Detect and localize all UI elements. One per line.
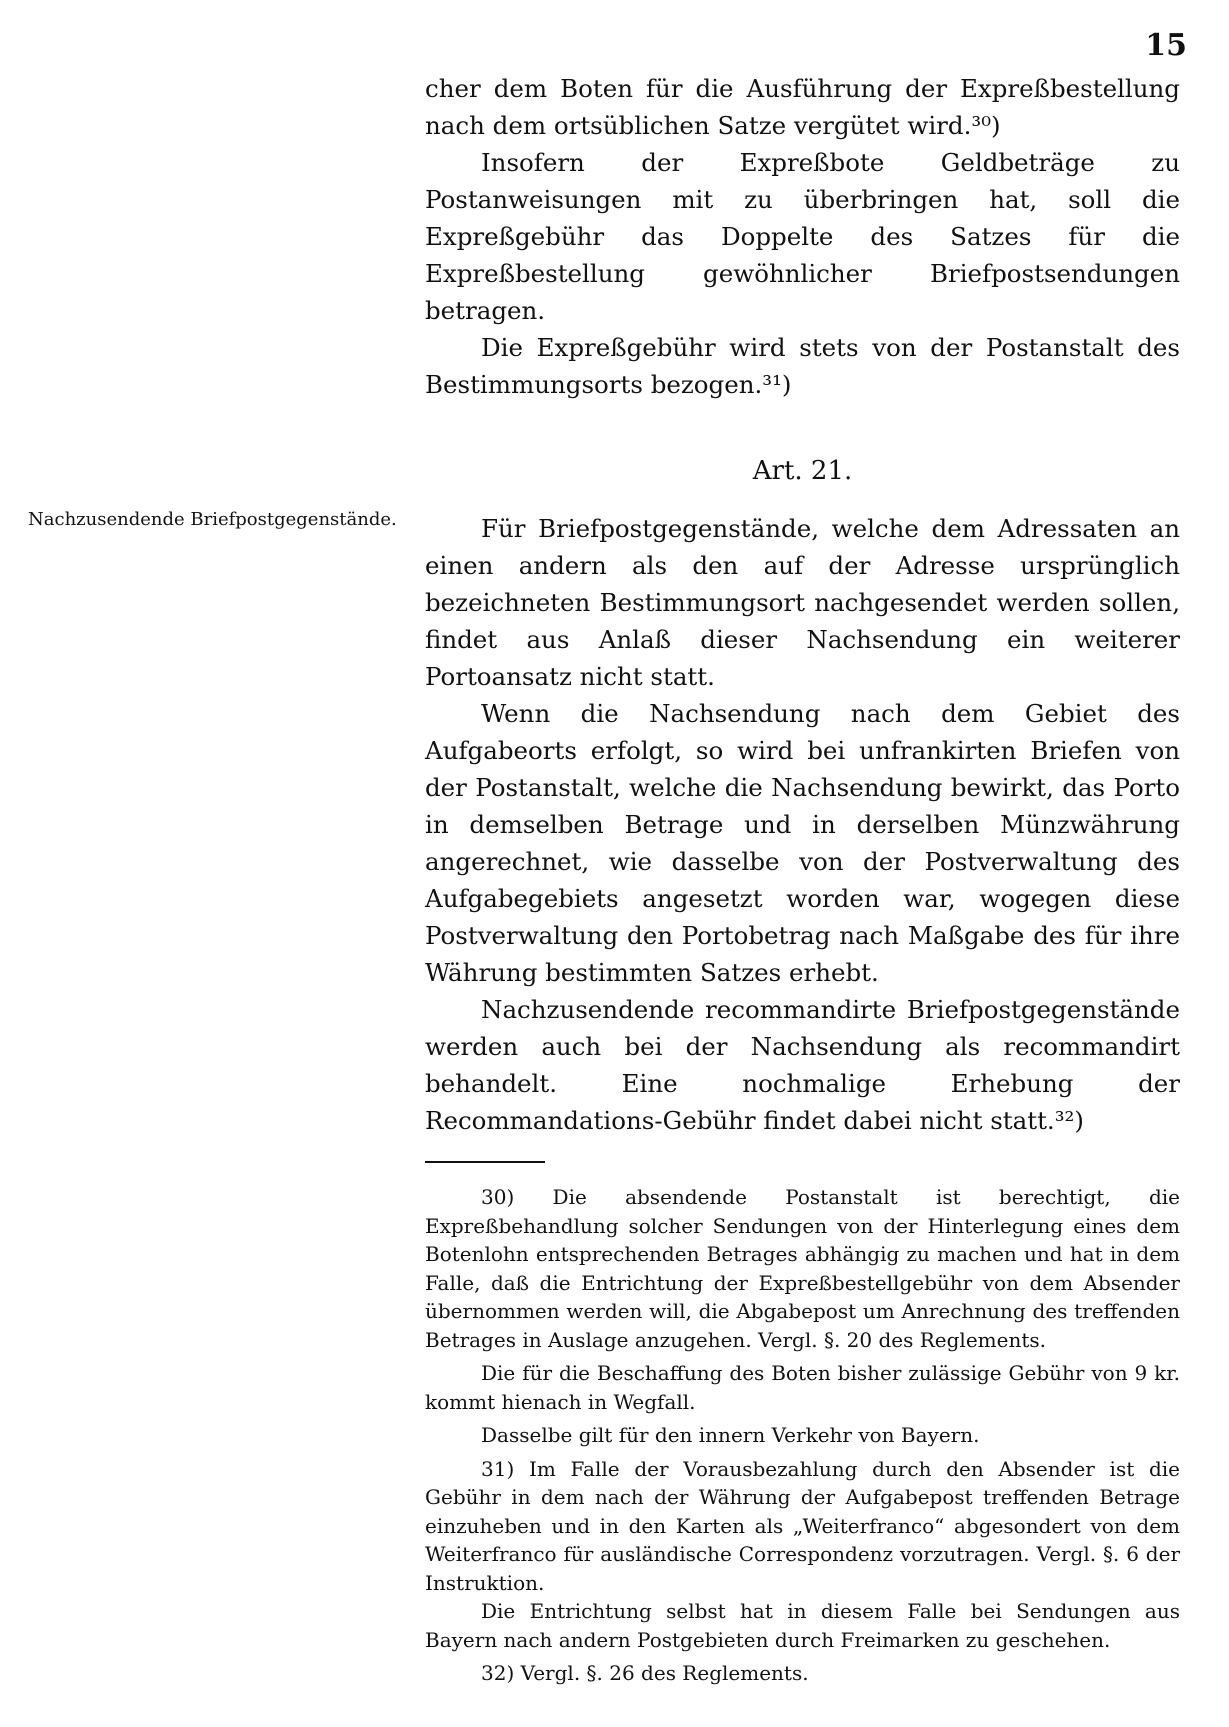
footnote-30-continued: Dasselbe gilt für den innern Verkehr von Bayern. xyxy=(481,1423,980,1447)
article-heading: Art. 21. xyxy=(752,456,853,486)
paragraph: Nachzusendende recommandirte Briefpostgegenstände werden auch bei der Nachsendung als recommandirt behandelt. Eine nochmalige Erhebung der Recommandations-Gebühr findet dabei nicht statt.³²) xyxy=(425,995,1180,1135)
footnote-31: 31) Im Falle der Vorausbezahlung durch den Absender ist die Gebühr in dem nach der Währung der Aufgabepost treffenden Betrage einzuheben und in den Karten als „Weiterfranco“ abgesondert von dem Weiterfranco für ausländische Correspondenz vorzutragen. Vergl. §. 6 der Instruktion. xyxy=(425,1456,1180,1595)
paragraph: Die Expreßgebühr wird stets von der Postanstalt des Bestimmungsorts bezogen.³¹) xyxy=(425,333,1180,399)
footnote-32: 32) Vergl. §. 26 des Reglements. xyxy=(481,1661,809,1685)
main-text xyxy=(425,70,1180,1693)
footnote-30: 30) Die absendende Postanstalt ist berechtigt, die Expreßbehandlung solcher Sendungen von der Hinterlegung eines dem Botenlohn entsprechenden Betrages abhängig zu machen und hat in dem Falle, daß die Entrichtung der Expreßbestellgebühr von dem Absender übernommen werden will, die Abgabepost um Anrechnung des treffenden Betrages in Auslage anzugehen. Vergl. §. 20 des Reglements. xyxy=(425,1185,1180,1352)
paragraph: Insofern der Expreßbote Geldbeträge zu Postanweisungen mit zu überbringen hat, soll die Expreßgebühr das Doppelte des Satzes für die Expreßbestellung gewöhnlicher Briefpostsendungen betragen. xyxy=(425,148,1180,325)
paragraph: cher dem Boten für die Ausführung der Expreßbestellung nach dem ortsüblichen Satze vergütet wird.³⁰) xyxy=(425,74,1180,140)
page-number: 15 xyxy=(1145,28,1187,63)
footnotes xyxy=(425,1183,1180,1688)
footnote-30-continued: Die für die Beschaffung des Boten bisher zulässige Gebühr von 9 kr. kommt hienach in Wegfall. xyxy=(425,1361,1180,1414)
footnote-divider xyxy=(425,1161,545,1163)
paragraph: Für Briefpostgegenstände, welche dem Adressaten an einen andern als den auf der Adresse ursprünglich bezeichneten Bestimmungsort nachgesendet werden sollen, findet aus Anlaß dieser Nachsendung ein weiterer Portoansatz nicht statt. xyxy=(425,514,1180,691)
footnote-31-continued: Die Entrichtung selbst hat in diesem Falle bei Sendungen aus Bayern nach andern Postgebieten durch Freimarken zu geschehen. xyxy=(425,1599,1180,1652)
paragraph: Wenn die Nachsendung nach dem Gebiet des Aufgabeorts erfolgt, so wird bei unfrankirten Briefen von der Postanstalt, welche die Nachsendung bewirkt, das Porto in demselben Betrage und in derselben Münzwährung angerechnet, wie dasselbe von der Postverwaltung des Aufgabegebiets angesetzt worden war, wogegen diese Postverwaltung den Portobetrag nach Maßgabe des für ihre Währung bestimmten Satzes erhebt. xyxy=(425,699,1180,987)
margin-note: Nachzusendende Briefpostgegenstände. xyxy=(28,509,397,530)
